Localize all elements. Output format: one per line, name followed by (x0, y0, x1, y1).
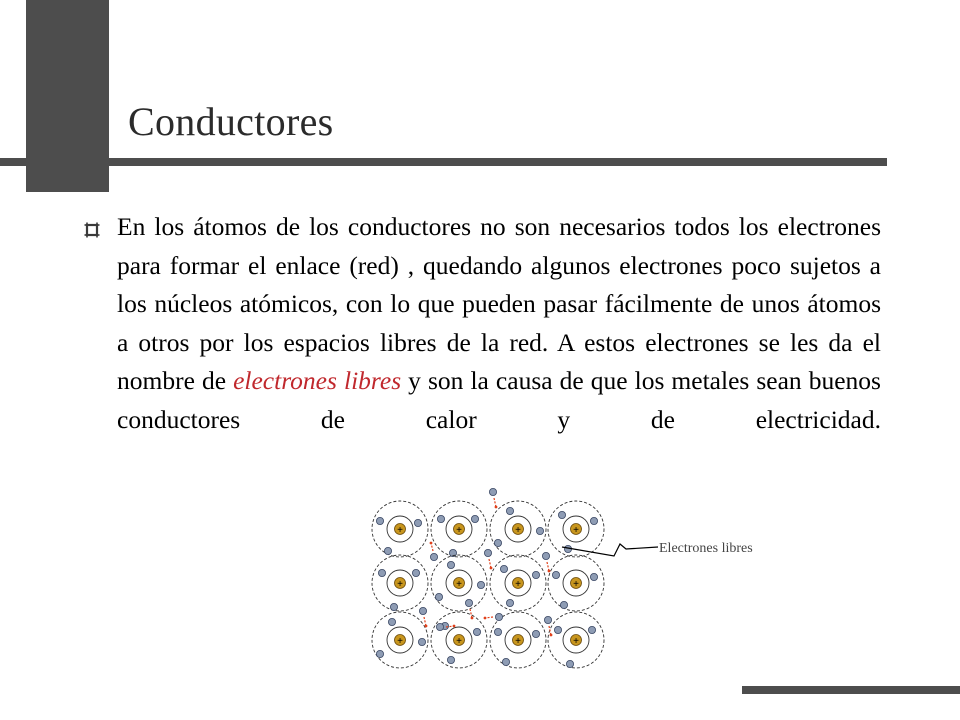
nucleus-charge-symbol: + (515, 579, 521, 590)
bound-electron (376, 650, 383, 657)
free-electron (495, 613, 502, 620)
motion-arrow-head (550, 634, 553, 637)
nucleus-charge-symbol: + (573, 525, 579, 536)
bound-electron (494, 539, 501, 546)
slide-title: Conductores (128, 99, 334, 144)
body-paragraph (117, 208, 881, 439)
atom (548, 555, 604, 611)
nucleus-charge-symbol: + (397, 636, 403, 647)
nucleus-charge-symbol: + (515, 525, 521, 536)
motion-arrow-head (430, 542, 433, 545)
atom (372, 612, 428, 668)
motion-arrow-head (490, 567, 493, 570)
bound-electron (506, 507, 513, 514)
bound-electron (590, 573, 597, 580)
bound-electron (500, 565, 507, 572)
free-electron (484, 549, 491, 556)
bound-electron (554, 626, 561, 633)
nucleus-charge-symbol: + (397, 525, 403, 536)
nucleus-charge-symbol: + (573, 636, 579, 647)
bound-electron (566, 660, 573, 667)
motion-arrow-head (471, 617, 474, 620)
free-electron (542, 552, 549, 559)
bound-electron (447, 561, 454, 568)
free-electron (465, 599, 472, 606)
motion-arrow-head (548, 570, 551, 573)
free-electron (544, 616, 551, 623)
atom (431, 555, 487, 611)
atom-grid (372, 501, 604, 668)
bound-electron (552, 571, 559, 578)
bound-electron (473, 628, 480, 635)
motion-arrow-head (484, 617, 487, 620)
bound-electron (376, 517, 383, 524)
free-electrons (419, 488, 552, 636)
bound-electron (378, 569, 385, 576)
nucleus-charge-symbol: + (573, 579, 579, 590)
bound-electron (506, 599, 513, 606)
atom (431, 501, 487, 557)
body-text-part: y son la causa de que los metales sean buenos conductores de calor y de electricidad. (117, 366, 881, 434)
callout-label: Electrones libres (659, 541, 753, 556)
nucleus-charge-symbol: + (397, 579, 403, 590)
atom (372, 501, 428, 557)
bound-electron (532, 571, 539, 578)
bound-electron (418, 638, 425, 645)
bound-electron (471, 515, 478, 522)
bound-electron (536, 527, 543, 534)
bound-electron (532, 630, 539, 637)
atom (490, 501, 546, 557)
atom (548, 612, 604, 668)
free-electron (430, 553, 437, 560)
bound-electron (388, 618, 395, 625)
highlight-term: electrones libres (233, 366, 402, 395)
free-electron (436, 623, 443, 630)
bound-electron (384, 547, 391, 554)
atom (372, 555, 428, 611)
crystal-lattice-diagram (360, 484, 800, 690)
title-underline-rule (0, 158, 887, 166)
nucleus-charge-symbol: + (456, 579, 462, 590)
free-electron (489, 488, 496, 495)
motion-arrow-head (425, 625, 428, 628)
bound-electron (412, 569, 419, 576)
bound-electron (558, 511, 565, 518)
bound-electron (390, 603, 397, 610)
motion-arrow-head (453, 625, 456, 628)
bound-electron (437, 515, 444, 522)
free-electron (419, 607, 426, 614)
atom (431, 612, 487, 668)
body-text-part: En los átomos de los conductores no son necesarios todos los electrones para formar el enlace (red) , quedando algunos electrones poco sujetos a los núcleos atómicos, con lo que pueden pasar fácilmente de unos átomos a otros por los espacios libres de la red. A estos electrones se les da el nombre de (117, 212, 881, 395)
nucleus-charge-symbol: + (515, 636, 521, 647)
square-bullet-icon (84, 222, 100, 238)
bound-electron (414, 519, 421, 526)
motion-arrow-head (495, 506, 498, 509)
callout-pointer (562, 544, 658, 556)
bound-electron (560, 601, 567, 608)
bound-electron (590, 517, 597, 524)
bound-electron (588, 626, 595, 633)
bound-electron (494, 628, 501, 635)
nucleus-charge-symbol: + (456, 525, 462, 536)
bound-electron (435, 593, 442, 600)
bound-electron (477, 581, 484, 588)
bound-electron (502, 658, 509, 665)
nucleus-charge-symbol: + (456, 636, 462, 647)
atom (490, 555, 546, 611)
atom (548, 501, 604, 557)
bound-electron (447, 656, 454, 663)
